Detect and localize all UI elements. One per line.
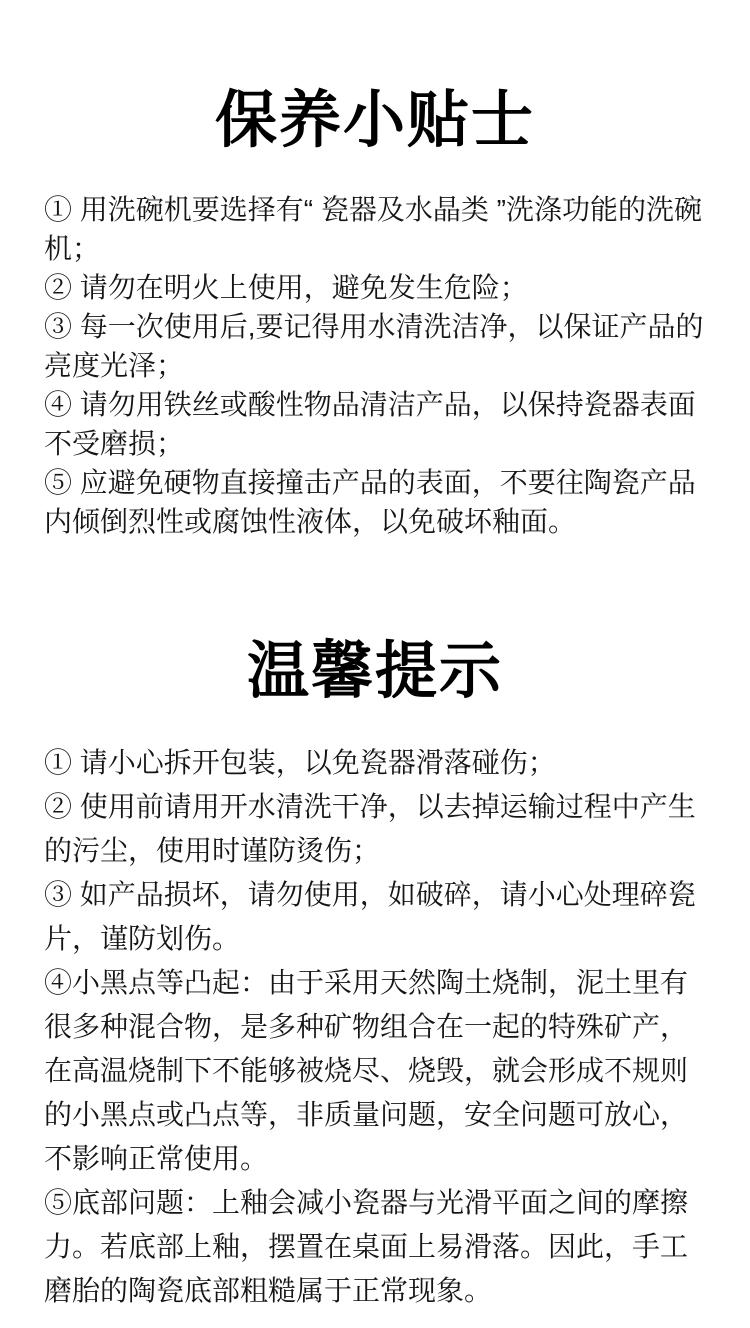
care-section-title: 保养小贴士	[214, 86, 535, 155]
warm-notice-item-4: ④小黑点等凸起：由于采用天然陶土烧制，泥土里有很多种混合物，是多种矿物组合在一起的特殊矿产，在高温烧制下不能够被烧尽、烧毁，就会形成不规则的小黑点或凸点等，非质量问题，安全问题可放心，不影响正常使用。	[44, 967, 689, 1174]
care-instruction-item-3: ③ 每一次使用后,要记得用水清洗洁净，以保证产品的亮度光泽；	[44, 311, 704, 381]
care-instruction-item-5: ⑤ 应避免硬物直接撞击产品的表面，不要往陶瓷产品内倾倒烈性或腐蚀性液体，以免破坏釉面。	[44, 467, 696, 537]
warm-notice-item-3: ③ 如产品损坏，请勿使用，如破碎，请小心处理碎瓷片，谨防划伤。	[44, 879, 696, 954]
notice-section-title: 温馨提示	[246, 637, 503, 706]
care-instructions-list	[0, 156, 750, 541]
warm-notice-item-2: ② 使用前请用开水清洗干净，以去掉运输过程中产生的污尘，使用时谨防烫伤；	[44, 791, 696, 866]
care-instruction-item-4: ④ 请勿用铁丝或酸性物品清洁产品，以保持瓷器表面不受磨损；	[44, 389, 696, 459]
warm-notice-item-5: ⑤底部问题：上釉会减小瓷器与光滑平面之间的摩擦力。若底部上釉，摆置在桌面上易滑落。因此，手工磨胎的陶瓷底部粗糙属于正常现象。	[44, 1187, 689, 1306]
warm-notice-list	[0, 707, 750, 1313]
care-instruction-item-2: ② 请勿在明火上使用，避免发生危险；	[44, 272, 528, 303]
care-instruction-item-1: ① 用洗碗机要选择有“ 瓷器及水晶类 ”洗涤功能的洗碗机；	[44, 194, 702, 264]
warm-notice-item-1: ① 请小心拆开包装，以免瓷器滑落碰伤；	[44, 747, 556, 778]
